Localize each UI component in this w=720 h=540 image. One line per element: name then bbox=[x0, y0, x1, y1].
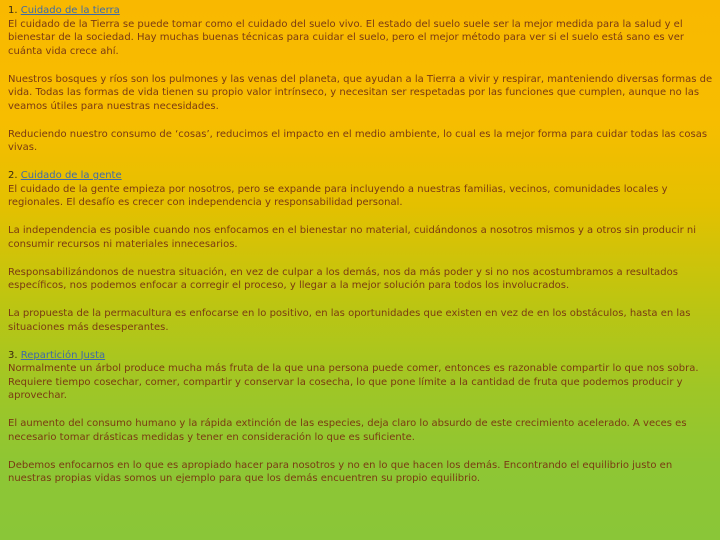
paragraph-block bbox=[8, 224, 714, 251]
paragraph: El cuidado de la Tierra se puede tomar como el cuidado del suelo vivo. El estado del suelo suele ser la mejor medida para la salud y el bienestar de la sociedad. Hay muchas buenas técnicas para cuidar el suelo, pero el mejor método para ver si el suelo está sano es ver cuánta vida crece ahí. bbox=[8, 18, 684, 57]
paragraph: Reduciendo nuestro consumo de ‘cosas’, reducimos el impacto en el medio ambiente, lo cual es la mejor forma para cuidar todas las cosas vivas. bbox=[8, 128, 708, 153]
paragraph-block bbox=[8, 128, 714, 155]
paragraph: La propuesta de la permacultura es enfocarse en lo positivo, en las oportunidades que existen en vez de en los obstáculos, hasta en las situaciones más desesperantes. bbox=[8, 308, 691, 333]
paragraph-block bbox=[8, 266, 714, 293]
section-number: 2. bbox=[8, 170, 18, 181]
section-2-block bbox=[8, 169, 714, 210]
section-3-block bbox=[8, 349, 714, 403]
section-3-heading bbox=[8, 349, 714, 363]
paragraph-block bbox=[8, 459, 714, 486]
section-number: 3. bbox=[8, 349, 18, 361]
paragraph: El aumento del consumo humano y la rápida extinción de las especies, deja claro lo absurdo de este crecimiento acelerado. A veces es necesario tomar drásticas medidas y tener en consideración lo que es suficiente. bbox=[8, 418, 687, 443]
section-title: Repartición Justa bbox=[20, 349, 106, 361]
paragraph: Normalmente un árbol produce mucha más fruta de la que una persona puede comer, entonces es razonable compartir lo que nos sobra. Requiere tiempo cosechar, comer, compartir y conservar la cosecha, lo que pone límite a la cantidad de fruta que podemos producir y aprovechar. bbox=[8, 363, 699, 401]
paragraph-block bbox=[8, 73, 714, 114]
document-page bbox=[8, 4, 714, 500]
section-number: 1. bbox=[8, 5, 18, 16]
paragraph: Debemos enfocarnos en lo que es apropiado hacer para nosotros y no en lo que hacen los demás. Encontrando el equilibrio justo en nuestras propias vidas somos un ejemplo para que los demás encuentren su propio equilibrio. bbox=[8, 459, 673, 484]
section-1-block bbox=[8, 4, 714, 58]
section-title: Cuidado de la tierra bbox=[20, 5, 120, 16]
paragraph: El cuidado de la gente empieza por nosotros, pero se expande para incluyendo a nuestras familias, vecinos, comunidades locales y regionales. El desafío es crecer con independencia y responsabilidad personal. bbox=[8, 183, 668, 208]
paragraph: Nuestros bosques y ríos son los pulmones y las venas del planeta, que ayudan a la Tierra a vivir y respirar, manteniendo diversas formas de vida. Todas las formas de vida tienen su propio valor intrínseco, y necesitan ser respetadas por las funciones que cumplen, aunque no las veamos útiles para nuestras necesidades. bbox=[8, 73, 713, 112]
section-title: Cuidado de la gente bbox=[20, 170, 122, 181]
paragraph-block bbox=[8, 307, 714, 334]
paragraph: Responsabilizándonos de nuestra situación, en vez de culpar a los demás, nos da más poder y si no nos acostumbramos a resultados específicos, nos podemos enfocar a corregir el proceso, y llegar a la mejor solución para todos los involucrados. bbox=[8, 266, 678, 291]
section-1-heading bbox=[8, 4, 714, 18]
paragraph: La independencia es posible cuando nos enfocamos en el bienestar no material, cuidándonos a nosotros mismos y a otros sin producir ni consumir recursos ni materiales innecesarios. bbox=[8, 225, 697, 250]
section-2-heading bbox=[8, 169, 714, 183]
paragraph-block bbox=[8, 417, 714, 444]
